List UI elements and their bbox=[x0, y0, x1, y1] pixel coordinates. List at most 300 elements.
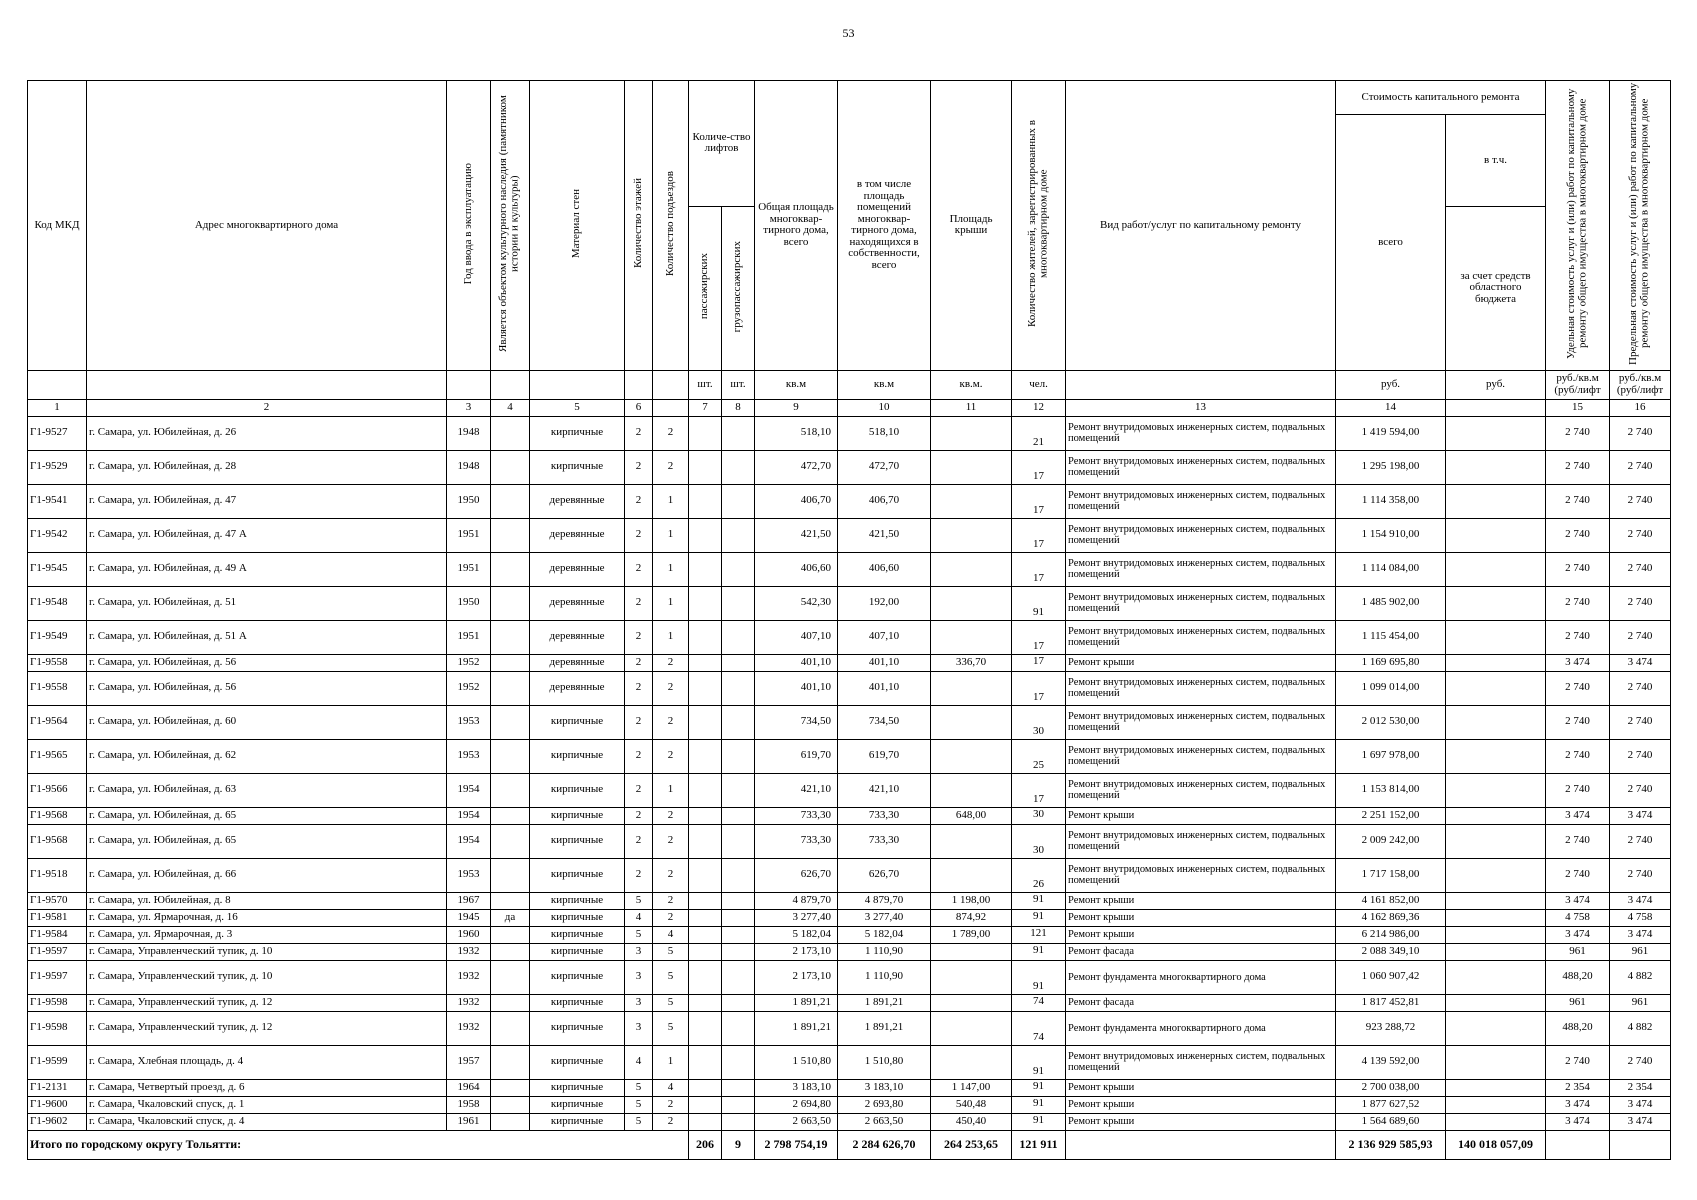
table-row bbox=[28, 892, 1671, 909]
column-number: 2 bbox=[87, 399, 447, 416]
cell-limit-cost: 3 474 bbox=[1610, 926, 1671, 943]
cell-kod: Г1-9568 bbox=[28, 824, 87, 858]
cell-unit-cost: 488,20 bbox=[1546, 960, 1610, 994]
cell-work-type: Ремонт внутридомовых инженерных систем, подвальных помещений bbox=[1066, 552, 1336, 586]
header-heritage: Является объектом культурного наследия (памятником истории и культуры) bbox=[491, 81, 530, 371]
header-cost-incl: в т.ч. bbox=[1446, 115, 1546, 207]
unit-limit-cost: руб./кв.м (руб/лифт bbox=[1610, 370, 1671, 399]
cell-total-area: 1 891,21 bbox=[755, 1011, 838, 1045]
cell-total-area: 2 173,10 bbox=[755, 943, 838, 960]
cell-cost-regional bbox=[1446, 518, 1546, 552]
cell-total-area: 734,50 bbox=[755, 705, 838, 739]
cell-kod: Г1-9598 bbox=[28, 994, 87, 1011]
cell-address: г. Самара, ул. Юбилейная, д. 47 bbox=[87, 484, 447, 518]
cell-limit-cost: 4 758 bbox=[1610, 909, 1671, 926]
cell-entrances: 5 bbox=[653, 943, 689, 960]
total-cost-total: 2 136 929 585,93 bbox=[1336, 1130, 1446, 1159]
cell-heritage bbox=[491, 773, 530, 807]
cell-floors: 3 bbox=[625, 960, 653, 994]
column-number: 16 bbox=[1610, 399, 1671, 416]
cell-roof-area bbox=[931, 586, 1012, 620]
unit-cost-regional: руб. bbox=[1446, 370, 1546, 399]
cell-roof-area: 540,48 bbox=[931, 1096, 1012, 1113]
cell-cost-total: 2 088 349,10 bbox=[1336, 943, 1446, 960]
cell-roof-area bbox=[931, 773, 1012, 807]
cell-cost-total: 2 251 152,00 bbox=[1336, 807, 1446, 824]
cell-lifts-pass bbox=[689, 450, 722, 484]
header-residents: Количество жителей, зарегистрированных в многоквартирном доме bbox=[1012, 81, 1066, 371]
cell-entrances: 2 bbox=[653, 858, 689, 892]
cell-roof-area: 1 198,00 bbox=[931, 892, 1012, 909]
cell-residents: 74 bbox=[1012, 994, 1066, 1011]
cell-floors: 4 bbox=[625, 909, 653, 926]
cell-unit-cost: 3 474 bbox=[1546, 926, 1610, 943]
cell-address: г. Самара, Управленческий тупик, д. 12 bbox=[87, 1011, 447, 1045]
cell-unit-cost: 2 354 bbox=[1546, 1079, 1610, 1096]
unit-cost-total: руб. bbox=[1336, 370, 1446, 399]
cell-cost-total: 1 817 452,81 bbox=[1336, 994, 1446, 1011]
cell-roof-area: 648,00 bbox=[931, 807, 1012, 824]
cell-cost-total: 1 169 695,80 bbox=[1336, 654, 1446, 671]
cell-limit-cost: 4 882 bbox=[1610, 1011, 1671, 1045]
cell-lifts-pass bbox=[689, 739, 722, 773]
cell-year: 1932 bbox=[447, 1011, 491, 1045]
cell-heritage bbox=[491, 586, 530, 620]
cell-owned-area: 619,70 bbox=[838, 739, 931, 773]
cell-total-area: 2 694,80 bbox=[755, 1096, 838, 1113]
cell-floors: 5 bbox=[625, 1096, 653, 1113]
cell-residents: 91 bbox=[1012, 1113, 1066, 1130]
cell-year: 1951 bbox=[447, 620, 491, 654]
cell-roof-area bbox=[931, 943, 1012, 960]
column-number: 13 bbox=[1066, 399, 1336, 416]
cell-cost-total: 1 564 689,60 bbox=[1336, 1113, 1446, 1130]
cell-entrances: 5 bbox=[653, 960, 689, 994]
cell-heritage bbox=[491, 824, 530, 858]
table-row bbox=[28, 824, 1671, 858]
cell-limit-cost: 2 740 bbox=[1610, 824, 1671, 858]
header-kod: Код МКД bbox=[28, 81, 87, 371]
cell-kod: Г1-9599 bbox=[28, 1045, 87, 1079]
cell-unit-cost: 2 740 bbox=[1546, 552, 1610, 586]
cell-lifts-pass bbox=[689, 671, 722, 705]
cell-work-type: Ремонт внутридомовых инженерных систем, подвальных помещений bbox=[1066, 858, 1336, 892]
cell-total-area: 733,30 bbox=[755, 824, 838, 858]
cell-year: 1948 bbox=[447, 416, 491, 450]
cell-year: 1954 bbox=[447, 807, 491, 824]
cell-kod: Г1-9541 bbox=[28, 484, 87, 518]
cell-cost-regional bbox=[1446, 484, 1546, 518]
cell-address: г. Самара, ул. Ярмарочная, д. 16 bbox=[87, 909, 447, 926]
table-row bbox=[28, 1011, 1671, 1045]
table-row bbox=[28, 773, 1671, 807]
cell-cost-total: 1 115 454,00 bbox=[1336, 620, 1446, 654]
cell-heritage bbox=[491, 705, 530, 739]
cell-residents: 91 bbox=[1012, 960, 1066, 994]
cell-year: 1932 bbox=[447, 994, 491, 1011]
cell-year: 1961 bbox=[447, 1113, 491, 1130]
header-lifts: Количе-ство лифтов bbox=[689, 81, 755, 207]
cell-address: г. Самара, ул. Юбилейная, д. 51 А bbox=[87, 620, 447, 654]
cell-cost-regional bbox=[1446, 1079, 1546, 1096]
cell-kod: Г1-9558 bbox=[28, 671, 87, 705]
header-work-type: Вид работ/услуг по капитальному ремонту bbox=[1066, 81, 1336, 371]
cell-residents: 17 bbox=[1012, 654, 1066, 671]
cell-lifts-cargo bbox=[722, 909, 755, 926]
cell-roof-area bbox=[931, 994, 1012, 1011]
cell-floors: 2 bbox=[625, 705, 653, 739]
table-row bbox=[28, 909, 1671, 926]
cell-unit-cost: 2 740 bbox=[1546, 858, 1610, 892]
cell-owned-area: 1 891,21 bbox=[838, 1011, 931, 1045]
cell-cost-total: 1 485 902,00 bbox=[1336, 586, 1446, 620]
cell-work-type: Ремонт крыши bbox=[1066, 926, 1336, 943]
cell-year: 1945 bbox=[447, 909, 491, 926]
cell-entrances: 2 bbox=[653, 705, 689, 739]
cell-floors: 5 bbox=[625, 892, 653, 909]
unit-roof-area: кв.м. bbox=[931, 370, 1012, 399]
cell-entrances: 2 bbox=[653, 1113, 689, 1130]
cell-residents: 91 bbox=[1012, 1045, 1066, 1079]
cell-cost-regional bbox=[1446, 705, 1546, 739]
table-row bbox=[28, 1096, 1671, 1113]
table-row bbox=[28, 518, 1671, 552]
cell-residents: 30 bbox=[1012, 807, 1066, 824]
cell-total-area: 518,10 bbox=[755, 416, 838, 450]
cell-limit-cost: 3 474 bbox=[1610, 892, 1671, 909]
cell-material: кирпичные bbox=[530, 1113, 625, 1130]
cell-lifts-cargo bbox=[722, 858, 755, 892]
cell-residents: 17 bbox=[1012, 484, 1066, 518]
column-number: 6 bbox=[625, 399, 653, 416]
column-number: 11 bbox=[931, 399, 1012, 416]
cell-unit-cost: 2 740 bbox=[1546, 416, 1610, 450]
header-entrances: Количество подъездов bbox=[653, 81, 689, 371]
cell-lifts-cargo bbox=[722, 450, 755, 484]
cell-lifts-cargo bbox=[722, 1011, 755, 1045]
cell-work-type: Ремонт фасада bbox=[1066, 943, 1336, 960]
cell-address: г. Самара, ул. Юбилейная, д. 60 bbox=[87, 705, 447, 739]
cell-roof-area bbox=[931, 705, 1012, 739]
cell-residents: 91 bbox=[1012, 1079, 1066, 1096]
cell-address: г. Самара, Управленческий тупик, д. 12 bbox=[87, 994, 447, 1011]
cell-cost-total: 1 114 358,00 bbox=[1336, 484, 1446, 518]
cell-work-type: Ремонт крыши bbox=[1066, 654, 1336, 671]
cell-residents: 26 bbox=[1012, 858, 1066, 892]
total-row bbox=[28, 1130, 1671, 1159]
cell-address: г. Самара, ул. Юбилейная, д. 56 bbox=[87, 654, 447, 671]
cell-floors: 2 bbox=[625, 586, 653, 620]
cell-roof-area bbox=[931, 518, 1012, 552]
cell-lifts-cargo bbox=[722, 739, 755, 773]
cell-material: кирпичные bbox=[530, 858, 625, 892]
cell-heritage bbox=[491, 450, 530, 484]
cell-lifts-pass bbox=[689, 586, 722, 620]
cell-owned-area: 733,30 bbox=[838, 824, 931, 858]
table-row bbox=[28, 552, 1671, 586]
cell-limit-cost: 2 740 bbox=[1610, 671, 1671, 705]
cell-entrances: 2 bbox=[653, 671, 689, 705]
cell-material: кирпичные bbox=[530, 892, 625, 909]
cell-limit-cost: 2 740 bbox=[1610, 858, 1671, 892]
cell-kod: Г1-9581 bbox=[28, 909, 87, 926]
cell-kod: Г1-9527 bbox=[28, 416, 87, 450]
cell-lifts-pass bbox=[689, 926, 722, 943]
cell-lifts-pass bbox=[689, 518, 722, 552]
cell-lifts-cargo bbox=[722, 1096, 755, 1113]
cell-cost-regional bbox=[1446, 943, 1546, 960]
cell-limit-cost: 3 474 bbox=[1610, 807, 1671, 824]
cell-total-area: 733,30 bbox=[755, 807, 838, 824]
cell-kod: Г1-9584 bbox=[28, 926, 87, 943]
total-lifts-pass: 206 bbox=[689, 1130, 722, 1159]
cell-cost-regional bbox=[1446, 1113, 1546, 1130]
cell-floors: 2 bbox=[625, 416, 653, 450]
cell-material: деревянные bbox=[530, 518, 625, 552]
cell-kod: Г1-9549 bbox=[28, 620, 87, 654]
cell-material: деревянные bbox=[530, 552, 625, 586]
cell-lifts-cargo bbox=[722, 773, 755, 807]
cell-year: 1958 bbox=[447, 1096, 491, 1113]
cell-address: г. Самара, ул. Юбилейная, д. 62 bbox=[87, 739, 447, 773]
cell-owned-area: 518,10 bbox=[838, 416, 931, 450]
column-number: 7 bbox=[689, 399, 722, 416]
cell-year: 1954 bbox=[447, 773, 491, 807]
cell-unit-cost: 3 474 bbox=[1546, 1113, 1610, 1130]
cell-limit-cost: 2 740 bbox=[1610, 416, 1671, 450]
cell-owned-area: 4 879,70 bbox=[838, 892, 931, 909]
header-total-area: Общая площадь многоквар-тирного дома, всего bbox=[755, 81, 838, 371]
cell-roof-area: 874,92 bbox=[931, 909, 1012, 926]
cell-lifts-pass bbox=[689, 1011, 722, 1045]
cell-unit-cost: 2 740 bbox=[1546, 739, 1610, 773]
cell-material: кирпичные bbox=[530, 1011, 625, 1045]
cell-lifts-pass bbox=[689, 858, 722, 892]
cell-owned-area: 626,70 bbox=[838, 858, 931, 892]
table-row bbox=[28, 1079, 1671, 1096]
table-row bbox=[28, 1113, 1671, 1130]
cell-lifts-cargo bbox=[722, 1113, 755, 1130]
cell-heritage bbox=[491, 807, 530, 824]
cell-year: 1951 bbox=[447, 518, 491, 552]
cell-cost-regional bbox=[1446, 416, 1546, 450]
cell-kod: Г1-9598 bbox=[28, 1011, 87, 1045]
cell-cost-total: 1 153 814,00 bbox=[1336, 773, 1446, 807]
cell-year: 1951 bbox=[447, 552, 491, 586]
cell-entrances: 1 bbox=[653, 586, 689, 620]
cell-roof-area bbox=[931, 858, 1012, 892]
total-cost-regional: 140 018 057,09 bbox=[1446, 1130, 1546, 1159]
cell-limit-cost: 2 740 bbox=[1610, 620, 1671, 654]
cell-total-area: 406,70 bbox=[755, 484, 838, 518]
cell-kod: Г1-9558 bbox=[28, 654, 87, 671]
cell-unit-cost: 3 474 bbox=[1546, 892, 1610, 909]
header-year: Год ввода в эксплуатацию bbox=[447, 81, 491, 371]
cell-lifts-pass bbox=[689, 552, 722, 586]
cell-lifts-pass bbox=[689, 705, 722, 739]
cell-cost-regional bbox=[1446, 926, 1546, 943]
cell-unit-cost: 488,20 bbox=[1546, 1011, 1610, 1045]
cell-unit-cost: 2 740 bbox=[1546, 705, 1610, 739]
cell-heritage: да bbox=[491, 909, 530, 926]
cell-work-type: Ремонт внутридомовых инженерных систем, подвальных помещений bbox=[1066, 739, 1336, 773]
header-cost-group: Стоимость капитального ремонта bbox=[1336, 81, 1546, 115]
cell-entrances: 1 bbox=[653, 773, 689, 807]
cell-cost-total: 1 697 978,00 bbox=[1336, 739, 1446, 773]
cell-lifts-pass bbox=[689, 620, 722, 654]
cell-heritage bbox=[491, 1011, 530, 1045]
cell-entrances: 2 bbox=[653, 654, 689, 671]
unit-total-area: кв.м bbox=[755, 370, 838, 399]
cell-address: г. Самара, Управленческий тупик, д. 10 bbox=[87, 943, 447, 960]
cell-entrances: 1 bbox=[653, 1045, 689, 1079]
cell-unit-cost: 2 740 bbox=[1546, 484, 1610, 518]
cell-address: г. Самара, ул. Юбилейная, д. 51 bbox=[87, 586, 447, 620]
cell-kod: Г1-9529 bbox=[28, 450, 87, 484]
cell-roof-area bbox=[931, 1011, 1012, 1045]
cell-lifts-cargo bbox=[722, 586, 755, 620]
cell-roof-area bbox=[931, 824, 1012, 858]
cell-work-type: Ремонт крыши bbox=[1066, 807, 1336, 824]
header-limit-cost: Предельная стоимость услуг и (или) работ по капитальному ремонту общего имущества в многоквартирном доме bbox=[1610, 81, 1671, 371]
total-residents: 121 911 bbox=[1012, 1130, 1066, 1159]
cell-unit-cost: 961 bbox=[1546, 943, 1610, 960]
cell-lifts-cargo bbox=[722, 943, 755, 960]
cell-unit-cost: 2 740 bbox=[1546, 773, 1610, 807]
cell-lifts-cargo bbox=[722, 671, 755, 705]
cell-cost-total: 1 114 084,00 bbox=[1336, 552, 1446, 586]
cell-limit-cost: 2 740 bbox=[1610, 773, 1671, 807]
cell-year: 1953 bbox=[447, 705, 491, 739]
cell-lifts-pass bbox=[689, 1045, 722, 1079]
cell-address: г. Самара, Чкаловский спуск, д. 1 bbox=[87, 1096, 447, 1113]
cell-heritage bbox=[491, 892, 530, 909]
cell-limit-cost: 3 474 bbox=[1610, 1096, 1671, 1113]
cell-lifts-pass bbox=[689, 1113, 722, 1130]
cell-material: кирпичные bbox=[530, 943, 625, 960]
cell-work-type: Ремонт внутридомовых инженерных систем, подвальных помещений bbox=[1066, 1045, 1336, 1079]
cell-kod: Г1-2131 bbox=[28, 1079, 87, 1096]
cell-year: 1960 bbox=[447, 926, 491, 943]
cell-entrances: 2 bbox=[653, 824, 689, 858]
cell-heritage bbox=[491, 671, 530, 705]
cell-owned-area: 406,60 bbox=[838, 552, 931, 586]
cell-address: г. Самара, ул. Юбилейная, д. 28 bbox=[87, 450, 447, 484]
cell-lifts-cargo bbox=[722, 705, 755, 739]
cell-owned-area: 734,50 bbox=[838, 705, 931, 739]
cell-material: кирпичные bbox=[530, 773, 625, 807]
cell-lifts-cargo bbox=[722, 416, 755, 450]
cell-address: г. Самара, Чкаловский спуск, д. 4 bbox=[87, 1113, 447, 1130]
header-cost-regional: за счет средств областного бюджета bbox=[1446, 206, 1546, 370]
cell-unit-cost: 2 740 bbox=[1546, 586, 1610, 620]
cell-roof-area: 1 147,00 bbox=[931, 1079, 1012, 1096]
cell-heritage bbox=[491, 739, 530, 773]
table-row bbox=[28, 586, 1671, 620]
cell-work-type: Ремонт внутридомовых инженерных систем, подвальных помещений bbox=[1066, 416, 1336, 450]
column-number: 3 bbox=[447, 399, 491, 416]
header-roof-area: Площадь крыши bbox=[931, 81, 1012, 371]
cell-residents: 121 bbox=[1012, 926, 1066, 943]
cell-lifts-cargo bbox=[722, 518, 755, 552]
table-row bbox=[28, 705, 1671, 739]
cell-owned-area: 407,10 bbox=[838, 620, 931, 654]
cell-entrances: 4 bbox=[653, 1079, 689, 1096]
cell-material: кирпичные bbox=[530, 416, 625, 450]
cell-limit-cost: 2 740 bbox=[1610, 450, 1671, 484]
cell-cost-total: 1 099 014,00 bbox=[1336, 671, 1446, 705]
cell-owned-area: 421,50 bbox=[838, 518, 931, 552]
cell-lifts-cargo bbox=[722, 484, 755, 518]
cell-limit-cost: 961 bbox=[1610, 994, 1671, 1011]
cell-limit-cost: 2 740 bbox=[1610, 739, 1671, 773]
cell-address: г. Самара, ул. Юбилейная, д. 47 А bbox=[87, 518, 447, 552]
cell-unit-cost: 2 740 bbox=[1546, 671, 1610, 705]
table-row bbox=[28, 484, 1671, 518]
cell-floors: 3 bbox=[625, 1011, 653, 1045]
cell-work-type: Ремонт внутридомовых инженерных систем, подвальных помещений bbox=[1066, 586, 1336, 620]
cell-material: кирпичные bbox=[530, 705, 625, 739]
cell-material: кирпичные bbox=[530, 1045, 625, 1079]
cell-lifts-cargo bbox=[722, 960, 755, 994]
cell-entrances: 2 bbox=[653, 892, 689, 909]
cell-floors: 2 bbox=[625, 824, 653, 858]
cell-unit-cost: 3 474 bbox=[1546, 654, 1610, 671]
total-roof-area: 264 253,65 bbox=[931, 1130, 1012, 1159]
cell-work-type: Ремонт внутридомовых инженерных систем, подвальных помещений bbox=[1066, 620, 1336, 654]
unit-lifts-pass: шт. bbox=[689, 370, 722, 399]
column-number bbox=[653, 399, 689, 416]
cell-total-area: 5 182,04 bbox=[755, 926, 838, 943]
cell-floors: 2 bbox=[625, 807, 653, 824]
cell-heritage bbox=[491, 1096, 530, 1113]
cell-year: 1964 bbox=[447, 1079, 491, 1096]
cell-entrances: 1 bbox=[653, 518, 689, 552]
column-number bbox=[1446, 399, 1546, 416]
cell-year: 1932 bbox=[447, 943, 491, 960]
cell-residents: 30 bbox=[1012, 705, 1066, 739]
cell-address: г. Самара, ул. Ярмарочная, д. 3 bbox=[87, 926, 447, 943]
cell-kod: Г1-9566 bbox=[28, 773, 87, 807]
table-row bbox=[28, 807, 1671, 824]
cell-heritage bbox=[491, 1079, 530, 1096]
cell-cost-regional bbox=[1446, 739, 1546, 773]
cell-cost-total: 2 012 530,00 bbox=[1336, 705, 1446, 739]
cell-lifts-pass bbox=[689, 909, 722, 926]
cell-kod: Г1-9570 bbox=[28, 892, 87, 909]
cell-kod: Г1-9597 bbox=[28, 960, 87, 994]
cell-material: кирпичные bbox=[530, 909, 625, 926]
cell-cost-regional bbox=[1446, 671, 1546, 705]
cell-residents: 17 bbox=[1012, 552, 1066, 586]
cell-residents: 17 bbox=[1012, 773, 1066, 807]
cell-lifts-cargo bbox=[722, 1045, 755, 1079]
cell-cost-regional bbox=[1446, 858, 1546, 892]
cell-entrances: 1 bbox=[653, 620, 689, 654]
cell-work-type: Ремонт фундамента многоквартирного дома bbox=[1066, 960, 1336, 994]
cell-cost-regional bbox=[1446, 552, 1546, 586]
cell-cost-regional bbox=[1446, 654, 1546, 671]
cell-lifts-cargo bbox=[722, 654, 755, 671]
cell-work-type: Ремонт крыши bbox=[1066, 909, 1336, 926]
cell-roof-area bbox=[931, 484, 1012, 518]
total-lifts-cargo: 9 bbox=[722, 1130, 755, 1159]
cell-limit-cost: 2 740 bbox=[1610, 484, 1671, 518]
cell-material: деревянные bbox=[530, 484, 625, 518]
cell-work-type: Ремонт фасада bbox=[1066, 994, 1336, 1011]
cell-kod: Г1-9597 bbox=[28, 943, 87, 960]
cell-lifts-pass bbox=[689, 484, 722, 518]
